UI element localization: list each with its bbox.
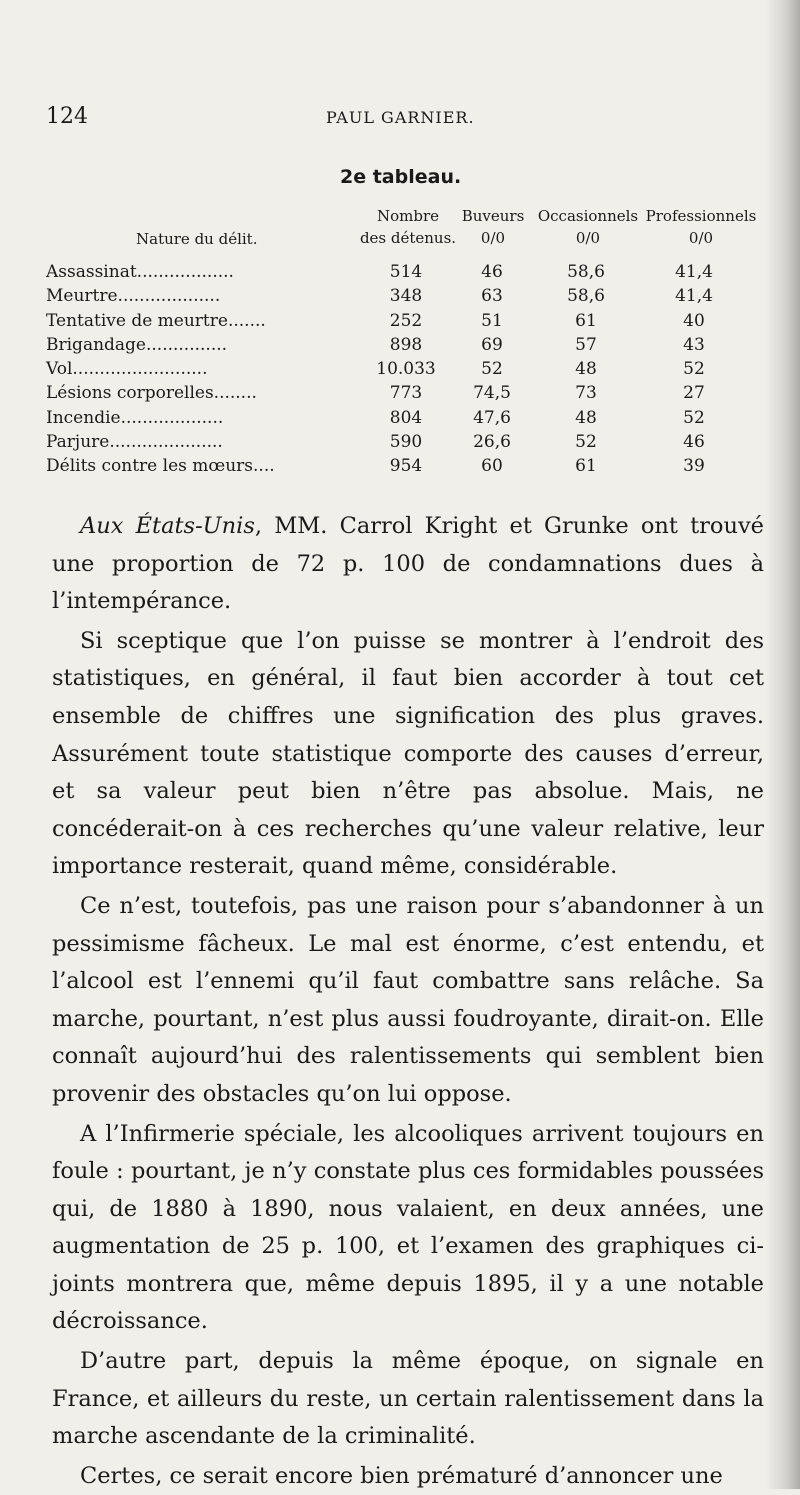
table-row bbox=[46, 432, 746, 456]
col-header-buveurs-line2: 0/0 bbox=[480, 229, 506, 247]
cell-occasionnels: 57 bbox=[575, 334, 597, 355]
table-row bbox=[46, 262, 746, 286]
table-row bbox=[46, 359, 746, 383]
row-label: Parjure..................... bbox=[46, 432, 223, 453]
col-header-nombre-line1: Nombre bbox=[376, 207, 440, 225]
cell-professionnels: 43 bbox=[683, 334, 705, 355]
col-header-buveurs bbox=[456, 205, 530, 249]
cell-occasionnels: 61 bbox=[575, 456, 597, 477]
col-header-nombre-line2: des détenus. bbox=[359, 229, 457, 247]
col-header-buveurs-line1: Buveurs bbox=[461, 207, 525, 225]
cell-nombre: 514 bbox=[389, 262, 423, 282]
cell-buveurs: 60 bbox=[481, 456, 503, 477]
paragraph-certes: Certes, ce serait encore bien prématuré d’annoncer une bbox=[80, 1462, 723, 1489]
paragraph-infirmerie: A l’Infirmerie spéciale, les alcooliques arrivent toujours en foule : pourtant, je n’y constate plus ces formidables poussées qui, de 1880 à 1890, nous valaient, en deux années, une augmentation de 25 p. 100, et l’examen des graphiques ci-joints montrera que, même depuis 1895, il y a une notable décroissance. bbox=[52, 1120, 764, 1335]
row-label: Délits contre les mœurs.... bbox=[46, 456, 275, 477]
cell-professionnels: 46 bbox=[683, 432, 705, 453]
body-text bbox=[52, 508, 764, 1495]
cell-occasionnels: 58,6 bbox=[567, 262, 605, 282]
cell-occasionnels: 48 bbox=[575, 359, 597, 380]
cell-buveurs: 46 bbox=[481, 262, 503, 282]
col-header-occasionnels bbox=[532, 205, 644, 249]
table-row bbox=[46, 286, 746, 310]
cell-nombre: 252 bbox=[389, 310, 423, 331]
cell-occasionnels: 52 bbox=[575, 432, 597, 453]
cell-professionnels: 41,4 bbox=[675, 262, 713, 282]
paragraph-etats-unis bbox=[52, 508, 764, 621]
table-row bbox=[46, 456, 746, 480]
cell-occasionnels: 61 bbox=[575, 310, 597, 331]
table-body bbox=[46, 262, 746, 481]
cell-nombre: 773 bbox=[389, 383, 423, 404]
row-label: Lésions corporelles........ bbox=[46, 383, 257, 404]
cell-nombre: 348 bbox=[389, 286, 423, 307]
paragraph-criminalite: D’autre part, depuis la même époque, on signale en France, et ailleurs du reste, un certain ralentissement dans la marche ascendante de la criminalité. bbox=[52, 1348, 764, 1450]
cell-occasionnels: 58,6 bbox=[567, 286, 605, 307]
row-label: Assassinat.................. bbox=[46, 262, 234, 282]
col-header-professionnels bbox=[642, 205, 760, 249]
row-label: Incendie................... bbox=[46, 407, 224, 428]
cell-professionnels: 41,4 bbox=[675, 286, 713, 307]
cell-professionnels: 52 bbox=[683, 359, 705, 380]
col-header-occasionnels-line1: Occasionnels bbox=[537, 207, 639, 225]
cell-professionnels: 52 bbox=[683, 407, 705, 428]
cell-buveurs: 47,6 bbox=[473, 407, 511, 428]
running-title: PAUL GARNIER. bbox=[326, 108, 475, 127]
table-row bbox=[46, 311, 746, 335]
paragraph-pessimisme: Ce n’est, toutefois, pas une raison pour s’abandonner à un pessimisme fâcheux. Le mal est énorme, c’est entendu, et l’alcool est l’ennemi qu’il faut combattre sans relâche. Sa marche, pourtant, n’est plus aussi foudroyante, dirait-on. Elle connaît aujourd’hui des ralentissements qui semblent bien provenir des obstacles qu’on lui oppose. bbox=[52, 892, 764, 1107]
cell-professionnels: 27 bbox=[683, 383, 705, 404]
col-header-professionnels-line1: Professionnels bbox=[645, 207, 757, 225]
cell-occasionnels: 73 bbox=[575, 383, 597, 404]
page-edge-shadow bbox=[766, 0, 800, 1489]
cell-professionnels: 40 bbox=[683, 310, 705, 331]
row-label: Meurtre................... bbox=[46, 286, 221, 307]
cell-occasionnels: 48 bbox=[575, 407, 597, 428]
page-header bbox=[46, 104, 766, 134]
col-header-nature: Nature du délit. bbox=[136, 230, 258, 248]
cell-buveurs: 69 bbox=[481, 334, 503, 355]
cell-professionnels: 39 bbox=[683, 456, 705, 477]
col-header-nombre bbox=[356, 205, 460, 249]
page-number: 124 bbox=[46, 104, 88, 129]
cell-buveurs: 52 bbox=[481, 359, 503, 380]
row-label: Brigandage............... bbox=[46, 334, 228, 355]
cell-buveurs: 74,5 bbox=[473, 383, 511, 404]
row-label: Tentative de meurtre....... bbox=[46, 310, 266, 331]
table-title: 2e tableau. bbox=[340, 166, 462, 188]
cell-nombre: 590 bbox=[389, 432, 423, 453]
row-label: Vol......................... bbox=[46, 359, 208, 380]
cell-buveurs: 26,6 bbox=[473, 432, 511, 453]
cell-buveurs: 63 bbox=[481, 286, 503, 307]
table-row bbox=[46, 408, 746, 432]
table-row bbox=[46, 335, 746, 359]
table-row bbox=[46, 383, 746, 407]
cell-nombre: 954 bbox=[389, 456, 423, 477]
paragraph-statistiques: Si sceptique que l’on puisse se montrer à l’endroit des statistiques, en général, il faut bien accorder à tout cet ensemble de chiffres une signification des plus graves. Assurément toute statistique comporte des causes d’erreur, et sa valeur peut bien n’être pas absolue. Mais, ne concéderait-on à ces recherches qu’une valeur relative, leur importance resterait, quand même, considérable. bbox=[52, 627, 764, 880]
cell-buveurs: 51 bbox=[481, 310, 503, 331]
cell-nombre: 804 bbox=[389, 407, 423, 428]
italic-phrase: Aux États-Unis bbox=[80, 513, 255, 539]
cell-nombre: 10.033 bbox=[376, 359, 436, 380]
col-header-occasionnels-line2: 0/0 bbox=[575, 229, 601, 247]
paragraph-text: , MM. Carrol Kright et Grunke ont trouvé une proportion de 72 p. 100 de condamnations dues à l’intempérance. bbox=[52, 513, 764, 615]
cell-nombre: 898 bbox=[389, 334, 423, 355]
col-header-professionnels-line2: 0/0 bbox=[688, 229, 714, 247]
